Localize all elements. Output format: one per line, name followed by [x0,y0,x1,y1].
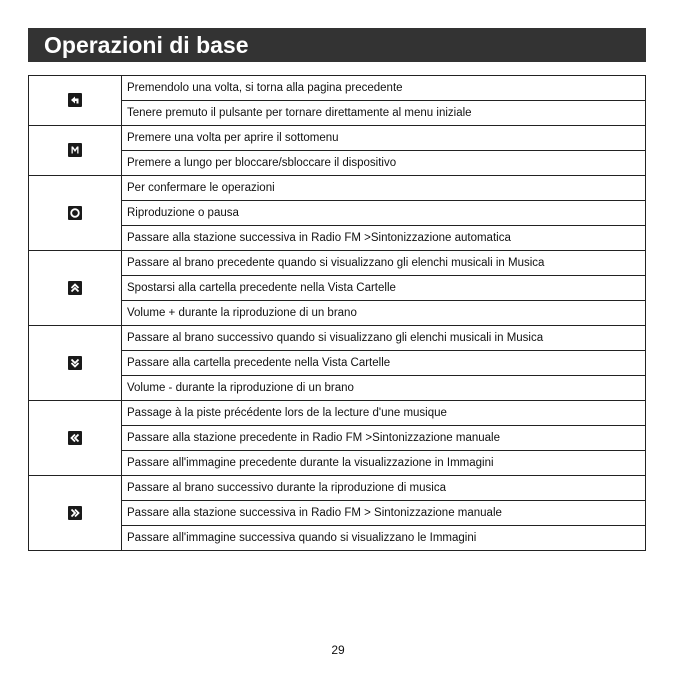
row-description: Passare alla stazione successiva in Radio FM > Sintonizzazione manuale [122,501,646,526]
table-row [29,76,646,101]
row-description: Passare all'immagine successiva quando si visualizzano le Immagini [122,526,646,551]
icon-cell [29,326,122,401]
icon-cell [29,251,122,326]
row-description: Passare alla stazione precedente in Radio FM >Sintonizzazione manuale [122,426,646,451]
table-row [29,426,646,451]
table-row [29,301,646,326]
row-description: Passage à la piste précédente lors de la lecture d'une musique [122,401,646,426]
table-row [29,501,646,526]
table-row [29,351,646,376]
icon-cell [29,176,122,251]
table-row [29,476,646,501]
table-row [29,126,646,151]
fast-forward-icon [68,506,82,520]
page-number: 29 [331,643,345,657]
circle-button-icon [68,206,82,220]
row-description: Volume + durante la riproduzione di un brano [122,301,646,326]
row-description: Spostarsi alla cartella precedente nella Vista Cartelle [122,276,646,301]
row-description: Passare all'immagine precedente durante la visualizzazione in Immagini [122,451,646,476]
table-row [29,451,646,476]
row-description: Tenere premuto il pulsante per tornare direttamente al menu iniziale [122,101,646,126]
row-description: Passare al brano successivo quando si visualizzano gli elenchi musicali in Musica [122,326,646,351]
row-description: Premere a lungo per bloccare/sbloccare il dispositivo [122,151,646,176]
row-description: Passare al brano successivo durante la riproduzione di musica [122,476,646,501]
row-description: Passare alla stazione successiva in Radio FM >Sintonizzazione automatica [122,226,646,251]
page-title: Operazioni di base [28,28,646,62]
row-description: Premere una volta per aprire il sottomenu [122,126,646,151]
row-description: Per confermare le operazioni [122,176,646,201]
row-description: Passare alla cartella precedente nella Vista Cartelle [122,351,646,376]
back-arrow-icon [68,93,82,107]
table-row [29,401,646,426]
table-row [29,276,646,301]
rewind-icon [68,431,82,445]
icon-cell [29,76,122,126]
row-description: Volume - durante la riproduzione di un brano [122,376,646,401]
table-row [29,151,646,176]
table-row [29,376,646,401]
table-row [29,176,646,201]
table-row [29,251,646,276]
table-row [29,101,646,126]
table-row [29,201,646,226]
row-description: Passare al brano precedente quando si visualizzano gli elenchi musicali in Musica [122,251,646,276]
table-row [29,226,646,251]
row-description: Riproduzione o pausa [122,201,646,226]
table-row [29,326,646,351]
double-chevron-down-icon [68,356,82,370]
table-row [29,526,646,551]
icon-cell [29,401,122,476]
icon-cell [29,476,122,551]
m-letter-icon [68,143,82,157]
button-operations-table [28,75,646,551]
icon-cell [29,126,122,176]
row-description: Premendolo una volta, si torna alla pagina precedente [122,76,646,101]
double-chevron-up-icon [68,281,82,295]
